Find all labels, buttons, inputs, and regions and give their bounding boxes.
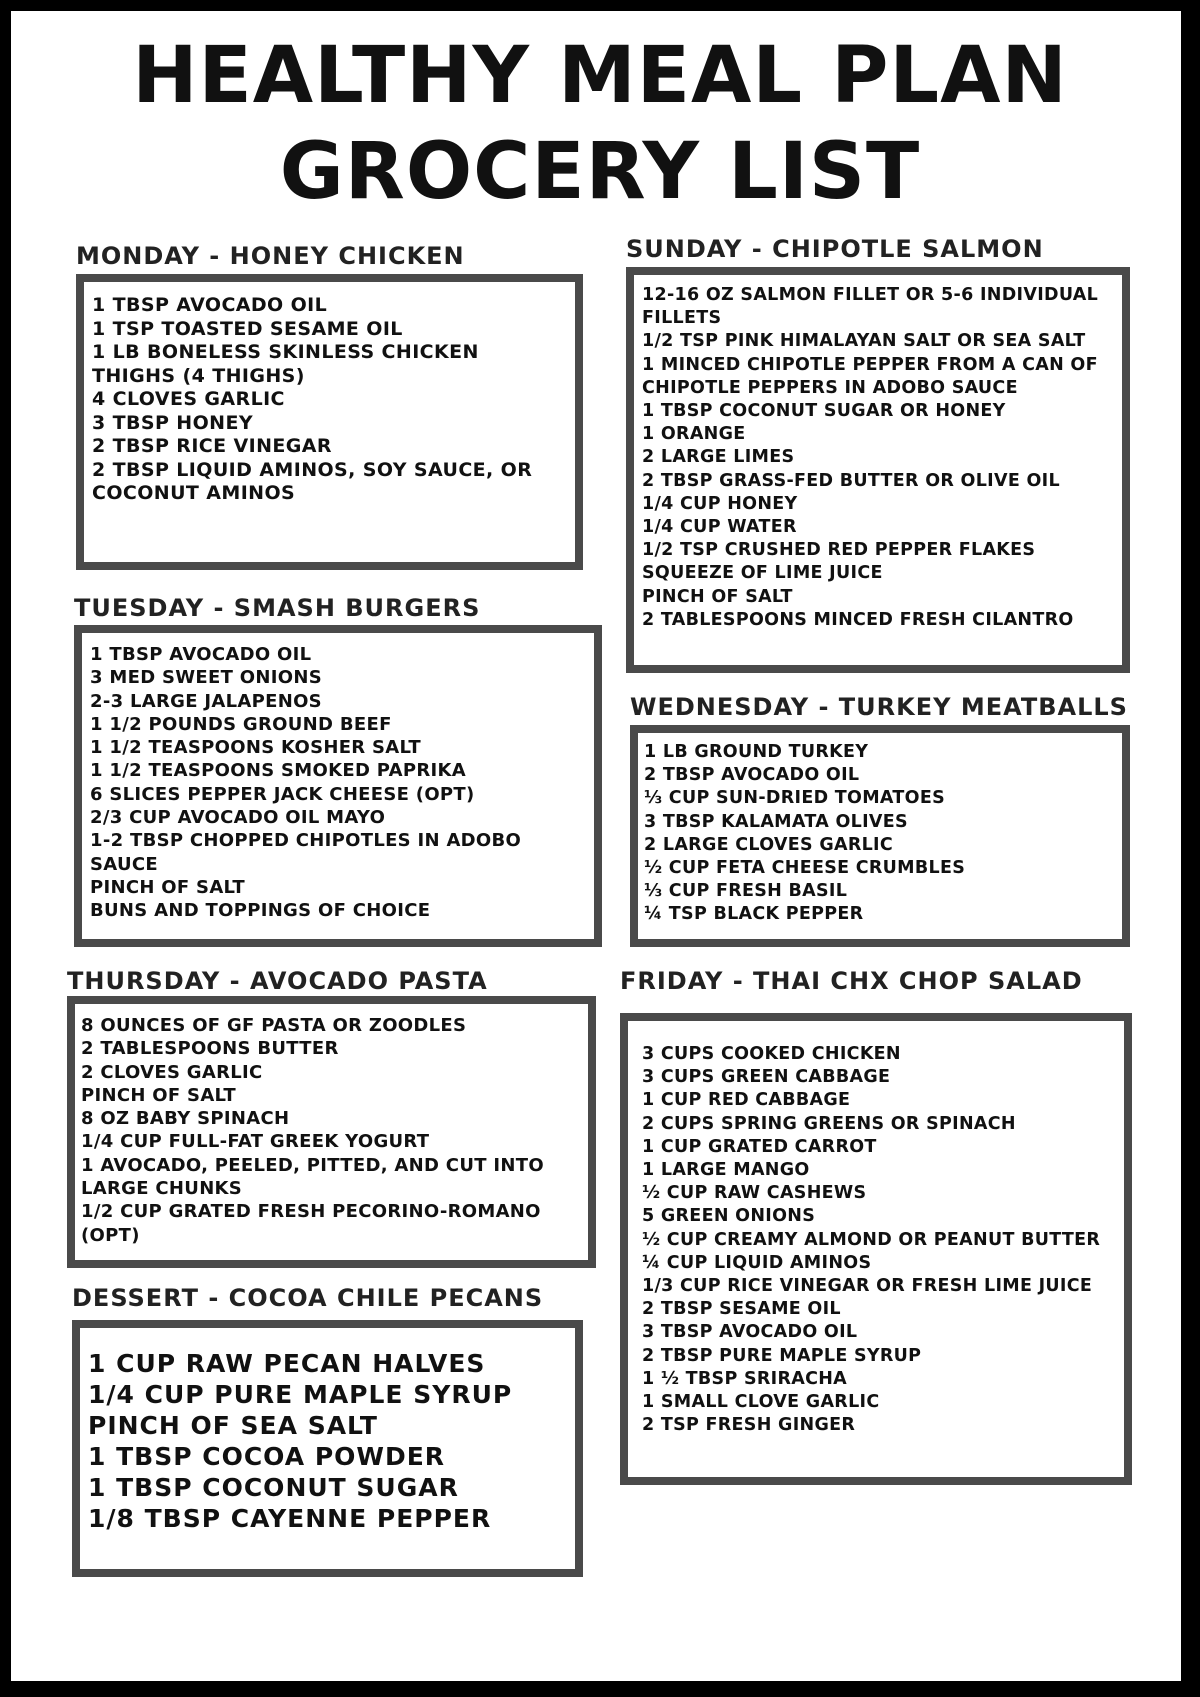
ingredient-box-tuesday: [74, 625, 602, 947]
list-item: 5 GREEN ONIONS: [642, 1206, 816, 1227]
list-item: 1/4 CUP PURE MAPLE SYRUP: [88, 1380, 513, 1409]
section-heading-tuesday: TUESDAY - SMASH BURGERS: [74, 594, 481, 622]
list-item: 1/4 CUP HONEY: [642, 493, 798, 514]
section-heading-monday: MONDAY - HONEY CHICKEN: [76, 242, 465, 270]
list-item: ⅓ CUP SUN-DRIED TOMATOES: [644, 788, 945, 809]
list-item: 1 TBSP COCONUT SUGAR OR HONEY: [642, 401, 1006, 422]
list-item: 1 MINCED CHIPOTLE PEPPER FROM A CAN OF CHIPOTLE PEPPERS IN ADOBO SAUCE: [642, 354, 1105, 398]
ingredient-list-friday: [642, 1043, 1110, 1437]
list-item: PINCH OF SEA SALT: [88, 1411, 378, 1440]
list-item: 1 TBSP COCONUT SUGAR: [88, 1473, 459, 1502]
ingredient-list-tuesday: [90, 643, 586, 923]
list-item: 1 CUP RED CABBAGE: [642, 1090, 851, 1111]
list-item: 1 1/2 POUNDS GROUND BEEF: [90, 713, 392, 735]
section-heading-wednesday: WEDNESDAY - TURKEY MEATBALLS: [630, 693, 1128, 721]
list-item: PINCH OF SALT: [81, 1084, 236, 1106]
list-item: 2 TBSP AVOCADO OIL: [644, 765, 860, 786]
list-item: 2 CUPS SPRING GREENS OR SPINACH: [642, 1113, 1016, 1134]
list-item: 1-2 TBSP CHOPPED CHIPOTLES IN ADOBO SAUCE: [90, 830, 528, 875]
list-item: 1/4 CUP WATER: [642, 517, 797, 538]
list-item: 8 OUNCES OF GF PASTA OR ZOODLES: [81, 1015, 467, 1036]
ingredient-box-wednesday: [630, 725, 1130, 947]
list-item: 4 CLOVES GARLIC: [92, 388, 285, 410]
list-item: 1/3 CUP RICE VINEGAR OR FRESH LIME JUICE 2 TBSP SESAME OIL: [642, 1276, 1099, 1320]
list-item: BUNS AND TOPPINGS OF CHOICE: [90, 900, 431, 922]
list-item: 2 TBSP GRASS-FED BUTTER OR OLIVE OIL: [642, 470, 1060, 491]
list-item: ¼ CUP LIQUID AMINOS: [642, 1252, 872, 1273]
list-item: 1 ORANGE: [642, 424, 746, 445]
title-line-2: GROCERY LIST: [279, 127, 921, 217]
list-item: 3 CUPS COOKED CHICKEN: [642, 1044, 901, 1064]
list-item: 3 CUPS GREEN CABBAGE: [642, 1067, 891, 1088]
list-item: 12-16 OZ SALMON FILLET OR 5-6 INDIVIDUAL FILLETS: [642, 285, 1105, 329]
list-item: PINCH OF SALT: [90, 876, 245, 898]
list-item: 2 TBSP PURE MAPLE SYRUP: [642, 1345, 922, 1366]
list-item: 2 TSP FRESH GINGER: [642, 1415, 856, 1436]
list-item: 1 TBSP COCOA POWDER: [88, 1442, 446, 1471]
section-heading-sunday: SUNDAY - CHIPOTLE SALMON: [626, 235, 1044, 263]
list-item: 2 LARGE CLOVES GARLIC: [644, 834, 894, 855]
list-item: ⅓ CUP FRESH BASIL: [644, 881, 848, 902]
ingredient-list-dessert: [88, 1348, 565, 1534]
list-item: ¼ TSP BLACK PEPPER: [644, 904, 864, 925]
ingredient-box-monday: [76, 274, 583, 570]
ingredient-box-thursday: [67, 996, 596, 1268]
list-item: 1 TBSP AVOCADO OIL: [90, 644, 312, 665]
ingredient-box-sunday: [626, 267, 1130, 673]
list-item: 1 TBSP AVOCADO OIL: [92, 294, 328, 316]
list-item: 1 LB GROUND TURKEY: [644, 742, 869, 762]
list-item: 2 LARGE LIMES: [642, 447, 795, 468]
list-item: 3 TBSP HONEY: [92, 411, 253, 434]
list-item: 2/3 CUP AVOCADO OIL MAYO: [90, 807, 386, 829]
list-item: 2 TBSP LIQUID AMINOS, SOY SAUCE, OR COCONUT AMINOS: [92, 458, 540, 504]
section-heading-thursday: THURSDAY - AVOCADO PASTA: [67, 967, 488, 995]
list-item: 1 1/2 TEASPOONS SMOKED PAPRIKA: [90, 760, 466, 782]
list-item: 1 SMALL CLOVE GARLIC: [642, 1392, 880, 1413]
ingredient-box-friday: [620, 1013, 1132, 1485]
list-item: 1 LB BONELESS SKINLESS CHICKEN THIGHS (4 THIGHS): [92, 341, 486, 387]
list-item: 8 OZ BABY SPINACH: [81, 1108, 290, 1130]
list-item: 2 TABLESPOONS MINCED FRESH CILANTRO: [642, 609, 1074, 630]
list-item: 1/2 TSP PINK HIMALAYAN SALT OR SEA SALT: [642, 331, 1086, 352]
list-item: 3 TBSP AVOCADO OIL: [642, 1322, 858, 1343]
list-item: 1 CUP RAW PECAN HALVES: [88, 1349, 486, 1378]
list-item: SQUEEZE OF LIME JUICE: [642, 563, 883, 584]
ingredient-list-monday: [92, 294, 557, 506]
list-item: 1/8 TBSP CAYENNE PEPPER: [88, 1504, 492, 1533]
list-item: 2 TABLESPOONS BUTTER: [81, 1038, 339, 1060]
list-item: ½ CUP FETA CHEESE CRUMBLES: [644, 858, 966, 879]
list-item: 1 LARGE MANGO: [642, 1160, 810, 1181]
list-item: 2-3 LARGE JALAPENOS: [90, 690, 322, 712]
list-item: 2 TBSP RICE VINEGAR: [92, 435, 332, 457]
list-item: 3 MED SWEET ONIONS: [90, 667, 322, 689]
list-item: 2 CLOVES GARLIC: [81, 1061, 263, 1083]
list-item: 1 TSP TOASTED SESAME OIL: [92, 317, 403, 340]
list-item: 1 ½ TBSP SRIRACHA: [642, 1368, 848, 1389]
section-heading-dessert: DESSERT - COCOA CHILE PECANS: [72, 1284, 544, 1312]
ingredient-list-wednesday: [644, 741, 1114, 927]
list-item: 1 CUP GRATED CARROT: [642, 1136, 877, 1157]
title-line-1: HEALTHY MEAL PLAN: [132, 31, 1068, 121]
ingredient-list-sunday: [642, 284, 1114, 632]
page-title: [0, 28, 1200, 220]
ingredient-list-thursday: [81, 1014, 582, 1247]
list-item: 1/2 TSP CRUSHED RED PEPPER FLAKES: [642, 540, 1036, 561]
list-item: 1/4 CUP FULL-FAT GREEK YOGURT: [81, 1131, 430, 1153]
list-item: 6 SLICES PEPPER JACK CHEESE (OPT): [90, 783, 475, 805]
list-item: 1 1/2 TEASPOONS KOSHER SALT: [90, 737, 421, 759]
section-heading-friday: FRIDAY - THAI CHX CHOP SALAD: [620, 967, 1083, 995]
ingredient-box-dessert: [72, 1320, 583, 1577]
list-item: ½ CUP CREAMY ALMOND OR PEANUT BUTTER: [642, 1229, 1101, 1250]
list-item: PINCH OF SALT: [642, 586, 793, 607]
list-item: 1/2 CUP GRATED FRESH PECORINO-ROMANO (OPT): [81, 1201, 548, 1246]
list-item: ½ CUP RAW CASHEWS: [642, 1183, 867, 1204]
list-item: 1 AVOCADO, PEELED, PITTED, AND CUT INTO LARGE CHUNKS: [81, 1154, 551, 1200]
list-item: 3 TBSP KALAMATA OLIVES: [644, 811, 908, 832]
